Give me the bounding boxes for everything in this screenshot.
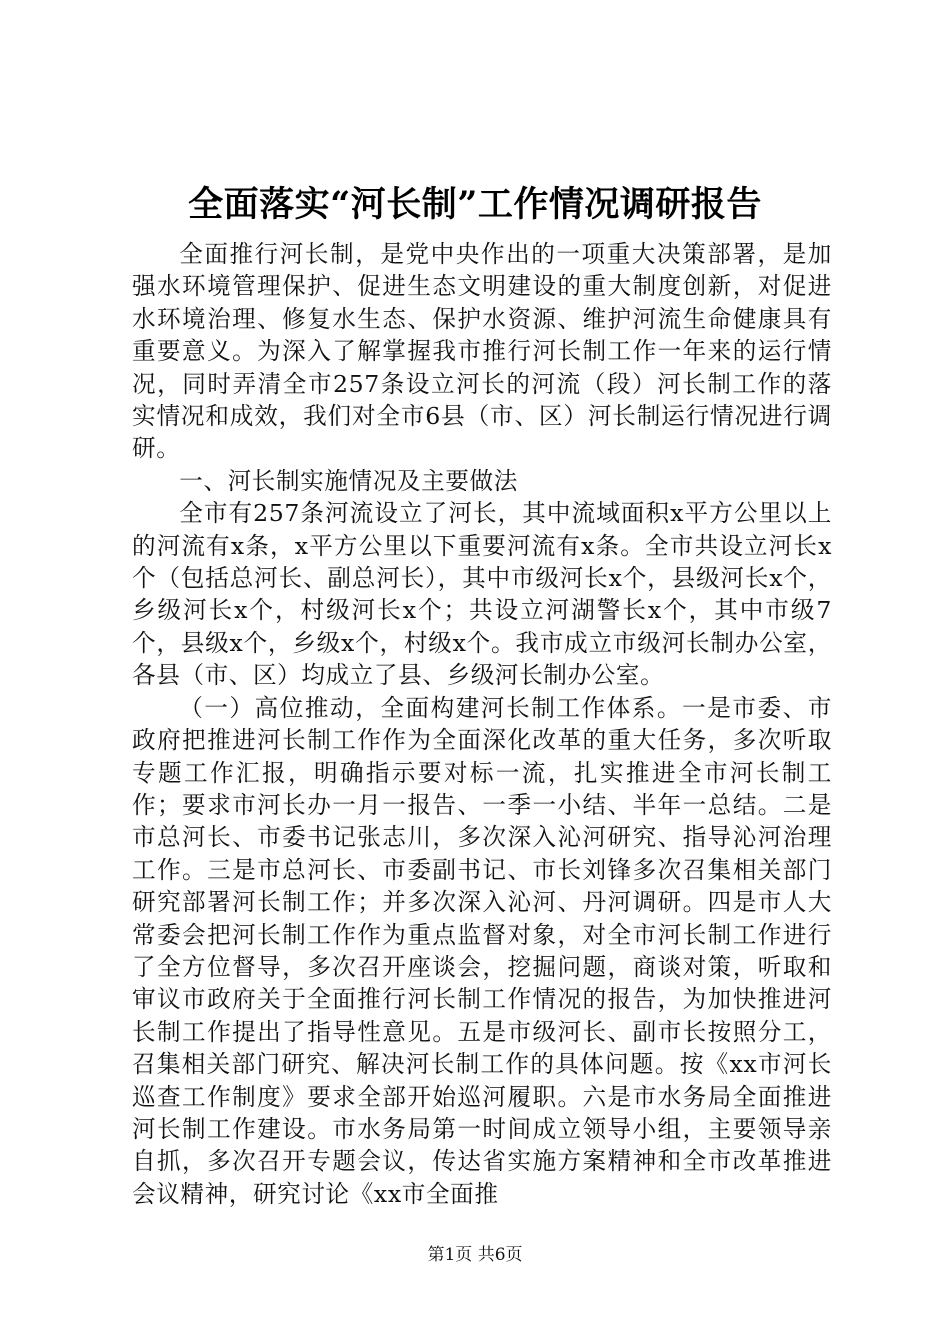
document-title: 全面落实“河长制”工作情况调研报告 [188, 184, 762, 225]
overview-paragraph: 全市有257条河流设立了河长，其中流域面积x平方公里以上的河流有x条，x平方公里以下重要河流有x条。全市共设立河长x个（包括总河长、副总河长），其中市级河长x个，县级河长x个，乡级河长x个，村级河长x个；共设立河湖警长x个，其中市级7个，县级x个，乡级x个，村级x个。我市成立市级河长制办公室，各县（市、区）均成立了县、乡级河长制办公室。 [132, 499, 832, 690]
document-body [132, 238, 832, 1210]
measures-paragraph: （一）高位推动，全面构建河长制工作体系。一是市委、市政府把推进河长制工作作为全面深化改革的重大任务，多次听取专题工作汇报，明确指示要对标一流，扎实推进全市河长制工作；要求市河长办一月一报告、一季一小结、半年一总结。二是市总河长、市委书记张志川，多次深入沁河研究、指导沁河治理工作。三是市总河长、市委副书记、市长刘锋多次召集相关部门研究部署河长制工作；并多次深入沁河、丹河调研。四是市人大常委会把河长制工作作为重点监督对象，对全市河长制工作进行了全方位督导，多次召开座谈会，挖掘问题，商谈对策，听取和审议市政府关于全面推行河长制工作情况的报告，为加快推进河长制工作提出了指导性意见。五是市级河长、副市长按照分工，召集相关部门研究、解决河长制工作的具体问题。按《xx市河长巡查工作制度》要求全部开始巡河履职。六是市水务局全面推进河长制工作建设。市水务局第一时间成立领导小组，主要领导亲自抓，多次召开专题会议，传达省实施方案精神和全市改革推进会议精神，研究讨论《xx市全面推 [132, 693, 832, 1208]
page-footer: 第1页 共6页 [427, 1245, 523, 1265]
intro-paragraph: 全面推行河长制，是党中央作出的一项重大决策部署，是加强水环境管理保护、促进生态文明建设的重大制度创新，对促进水环境治理、修复水生态、保护水资源、维护河流生命健康具有重要意义。为深入了解掌握我市推行河长制工作一年来的运行情况，同时弄清全市257条设立河长的河流（段）河长制工作的落实情况和成效，我们对全市6县（市、区）河长制运行情况进行调研。 [132, 240, 832, 463]
section-heading: 一、河长制实施情况及主要做法 [179, 466, 518, 495]
